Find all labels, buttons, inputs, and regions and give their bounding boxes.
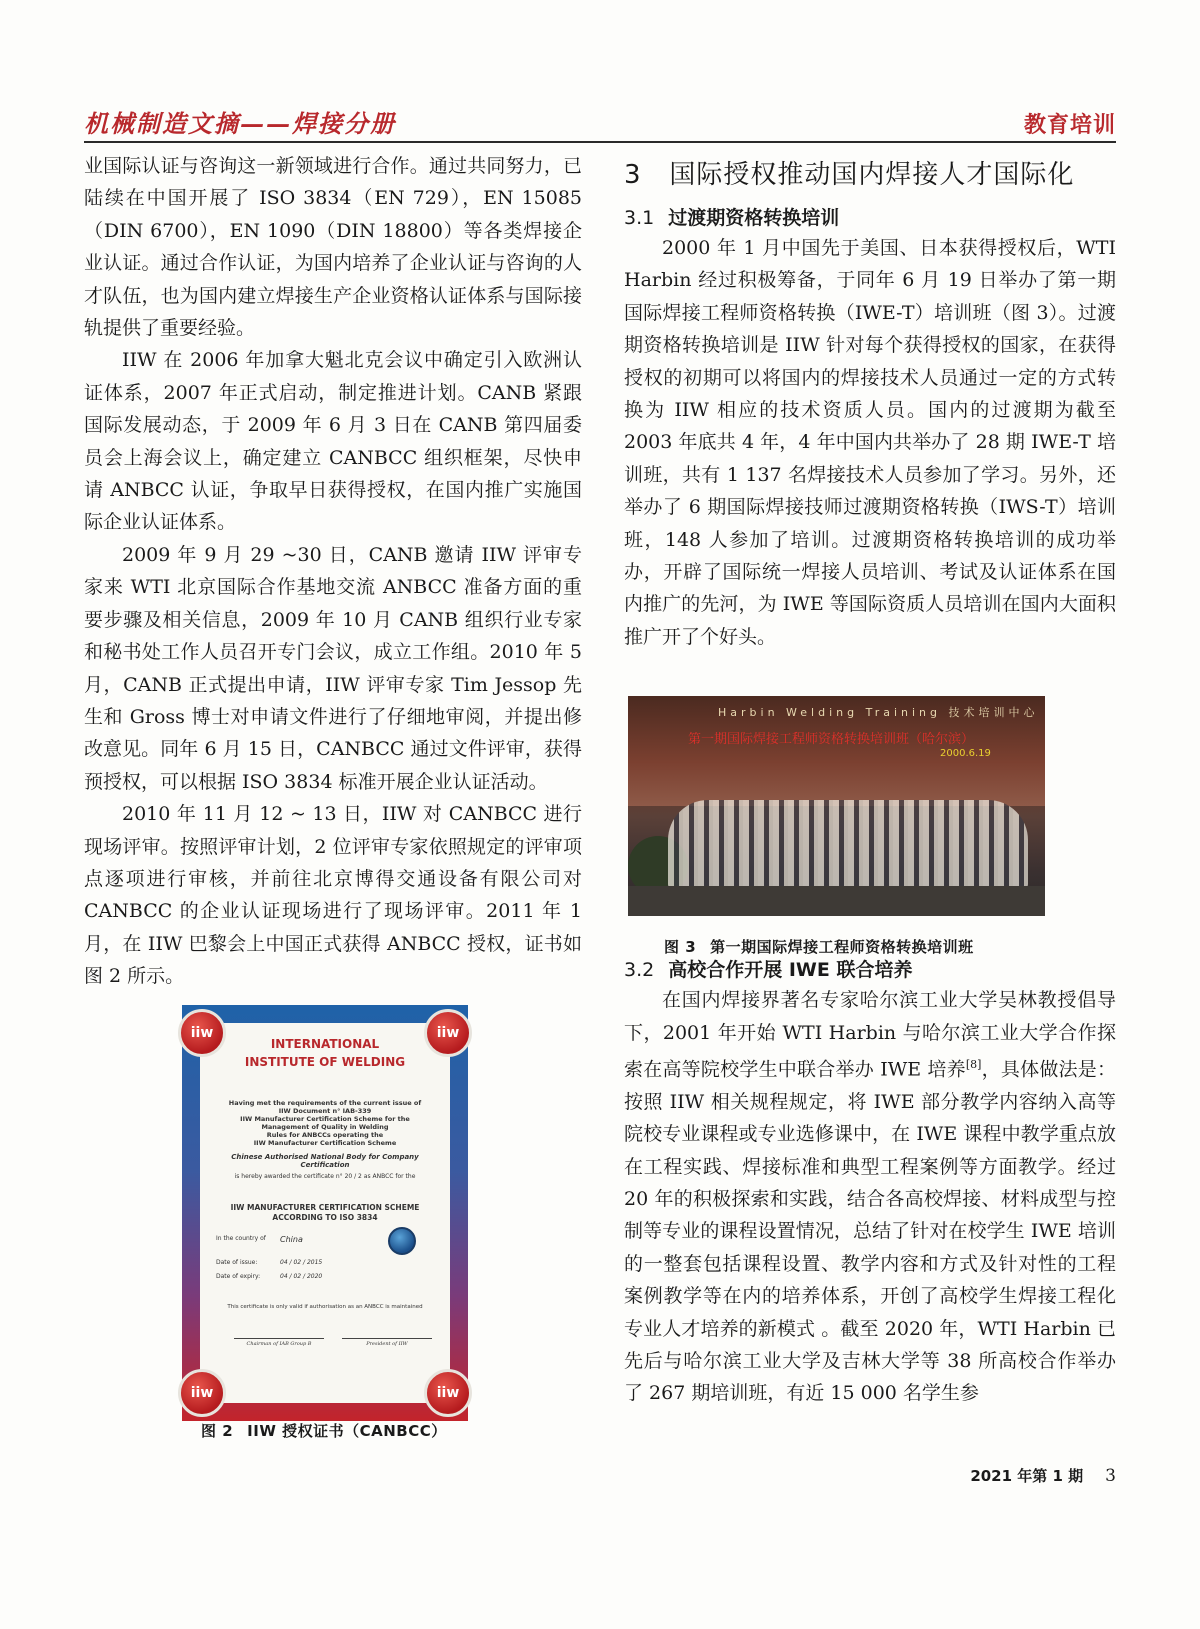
cert-line: Rules for ANBCCs operating the [266, 1131, 384, 1139]
cert-field-country: In the country of China [216, 1235, 303, 1244]
certificate-scheme [214, 1203, 436, 1223]
section-name: 教育培训 [1023, 113, 1116, 138]
signature-president: President of IIW [342, 1323, 432, 1347]
page-number: 3 [1105, 1466, 1116, 1486]
cert-line: ACCORDING TO ISO 3834 [272, 1213, 378, 1222]
cert-line: is hereby awarded the certificate n° 20 / 2 as ANBCC for the [234, 1173, 416, 1180]
certificate-validity: This certificate is only valid if authorisation as an ANBCC is maintained [227, 1304, 423, 1310]
paragraph: 2000 年 1 月中国先于美国、日本获得授权后，WTI Harbin 经过积极筹备，于同年 6 月 19 日举办了第一期国际焊接工程师资格转换（IWE-T）培训班（图 3）。过渡期资格转换培训是 IIW 针对每个获得授权的国家，在获得授权的初期可以将国内的焊接技术人员通过一定的方式转换为 IIW 相应的技术资质人员。国内的过渡期为截至 2003 年底共 4 年，4 年中国内共举办了 28 期 IWE-T 培训班，共有 1 137 名焊接技术人员参加了学习。另外，还举办了 6 期国际焊接技师过渡期资格转换（IWS-T）培训班，148 人参加了培训。过渡期资格转换培训的成功举办，开辟了国际统一焊接人员培训、考试及认证体系在国内推广的先河，为 IWE 等国际资质人员培训在国内大面积推广开了个好头。 [624, 237, 1116, 648]
paragraph: 业国际认证与咨询这一新领域进行合作。通过共同努力，已陆续在中国开展了 ISO 3834（EN 729），EN 15085（DIN 6700），EN 1090（DIN 18800）等各类焊接企业认证。通过合作认证，为国内培养了企业认证与咨询的人才队伍，也为国内建立焊接生产企业资格认证体系与国际接轨提供了重要经验。 [84, 155, 582, 340]
seal-icon [388, 1227, 416, 1255]
photo-date: 2000.6.19 [940, 748, 991, 759]
iiw-logo: iiw [424, 1009, 472, 1057]
paragraph: 2010 年 11 月 12 ~ 13 日，IIW 对 CANBCC 进行现场评审。按照评审计划，2 位评审专家依照规定的评审项点逐项进行审核，并前往北京博得交通设备有限公司对 CANBCC 的企业认证现场进行了现场评审。2011 年 1 月，在 IIW 巴黎会上中国正式获得 ANBCC 授权，证书如图 2 所示。 [84, 803, 582, 988]
figure-caption: 图 3 第一期国际焊接工程师资格转换培训班 [664, 938, 974, 956]
cert-line: IIW Manufacturer Certification Scheme for the [240, 1115, 410, 1123]
cert-line: IIW Manufacturer Certification Scheme [253, 1139, 397, 1147]
cert-line: IIW MANUFACTURER CERTIFICATION SCHEME [230, 1203, 420, 1212]
crowd [668, 800, 1028, 890]
paragraph: 2009 年 9 月 29 ~30 日，CANB 邀请 IIW 评审专家来 WTI 北京国际合作基地交流 ANBCC 准备方面的重要步骤及相关信息，2009 年 10 月 CANB 组织行业专家和秘书处工作人员召开专门会议，成立工作组。2010 年 5 月，CANB 正式提出申请，IIW 评审专家 Tim Jessop 先生和 Gross 博士对申请文件进行了仔细地审阅，并提出修改意见。同年 6 月 15 日，CANBCC 通过文件评审，获得预授权，可以根据 ISO 3834 标准开展企业认证活动。 [84, 543, 582, 793]
section-heading: 3 国际授权推动国内焊接人才国际化 [624, 160, 1075, 190]
cert-field-expiry: Date of expiry: 04 / 02 / 2020 [216, 1273, 323, 1280]
journal-title: 机械制造文摘——焊接分册 [84, 109, 396, 138]
paragraph: 在国内焊接界著名专家哈尔滨工业大学吴林教授倡导下，2001 年开始 WTI Harbin 与哈尔滨工业大学合作探索在高等院校学生中联合举办 IWE 培养[8]，具体做法是：按照 IIW 相关规程规定，将 IWE 部分教学内容纳入高等院校专业课程或专业选修课中，在 IWE 课程中教学重点放在工程实践、焊接标准和典型工程案例等方面教学。经过 20 年的积极探索和实践，结合各高校焊接、材料成型与控制等专业的课程设置情况，总结了针对在校学生 IWE 培训的一整套包括课程设置、教学内容和方式及针对性的工程案例教学等在内的培养体系，开创了高校学生焊接工程化专业人才培养的新模式 。截至 2020 年，WTI Harbin 已先后与哈尔滨工业大学及吉林大学等 38 所高校合作举办了 267 期培训班，有近 15 000 名学生参 [624, 989, 1116, 1405]
building-sign: Harbin Welding Training 技术培训中心 [718, 706, 1039, 719]
page-footer [970, 1465, 1116, 1486]
iiw-logo: iiw [178, 1009, 226, 1057]
cert-line: Chinese Authorised National Body for Company Certification [231, 1153, 419, 1169]
paragraph: IIW 在 2006 年加拿大魁北克会议中确定引入欧洲认证体系，2007 年正式启动，制定推进计划。CANB 紧跟国际发展动态，于 2009 年 6 月 3 日在 CANB 第四届委员会上海会议上，确定建立 CANBCC 组织框架，尽快申请 ANBCC 认证，争取早日获得授权，在国内推广实施国际企业认证体系。 [84, 349, 582, 534]
cert-field-issue: Date of issue: 04 / 02 / 2015 [216, 1259, 323, 1266]
header-rule [84, 141, 1116, 143]
cert-line: Management of Quality in Welding [261, 1123, 389, 1131]
subsection-heading: 3.1 过渡期资格转换培训 [624, 207, 840, 229]
signature-chairman: Chairman of IAB Group B [234, 1323, 324, 1347]
iiw-logo: iiw [178, 1369, 226, 1417]
cert-line: IIW Document n° IAB-339 [278, 1107, 372, 1115]
subsection-heading: 3.2 高校合作开展 IWE 联合培养 [624, 959, 913, 982]
citation: [8] [965, 1058, 982, 1072]
certificate-organization [200, 1035, 450, 1071]
ground [628, 886, 1045, 916]
photo-banner: 第一期国际焊接工程师资格转换培训班（哈尔滨） [688, 732, 975, 747]
figure-certificate [182, 1005, 468, 1421]
org-line: INSTITUTE OF WELDING [244, 1055, 406, 1069]
org-line: INTERNATIONAL [270, 1037, 380, 1051]
left-column [84, 150, 582, 993]
page-header [84, 104, 1116, 144]
cert-line: Having met the requirements of the current issue of [228, 1099, 422, 1107]
certificate-body [190, 1023, 460, 1403]
figure-group-photo [628, 696, 1045, 916]
issue-number: 2021 年第 1 期 [970, 1467, 1084, 1485]
certificate-text [214, 1099, 436, 1181]
figure-caption: 图 2 IIW 授权证书（CANBCC） [201, 1422, 447, 1440]
iiw-logo: iiw [424, 1369, 472, 1417]
